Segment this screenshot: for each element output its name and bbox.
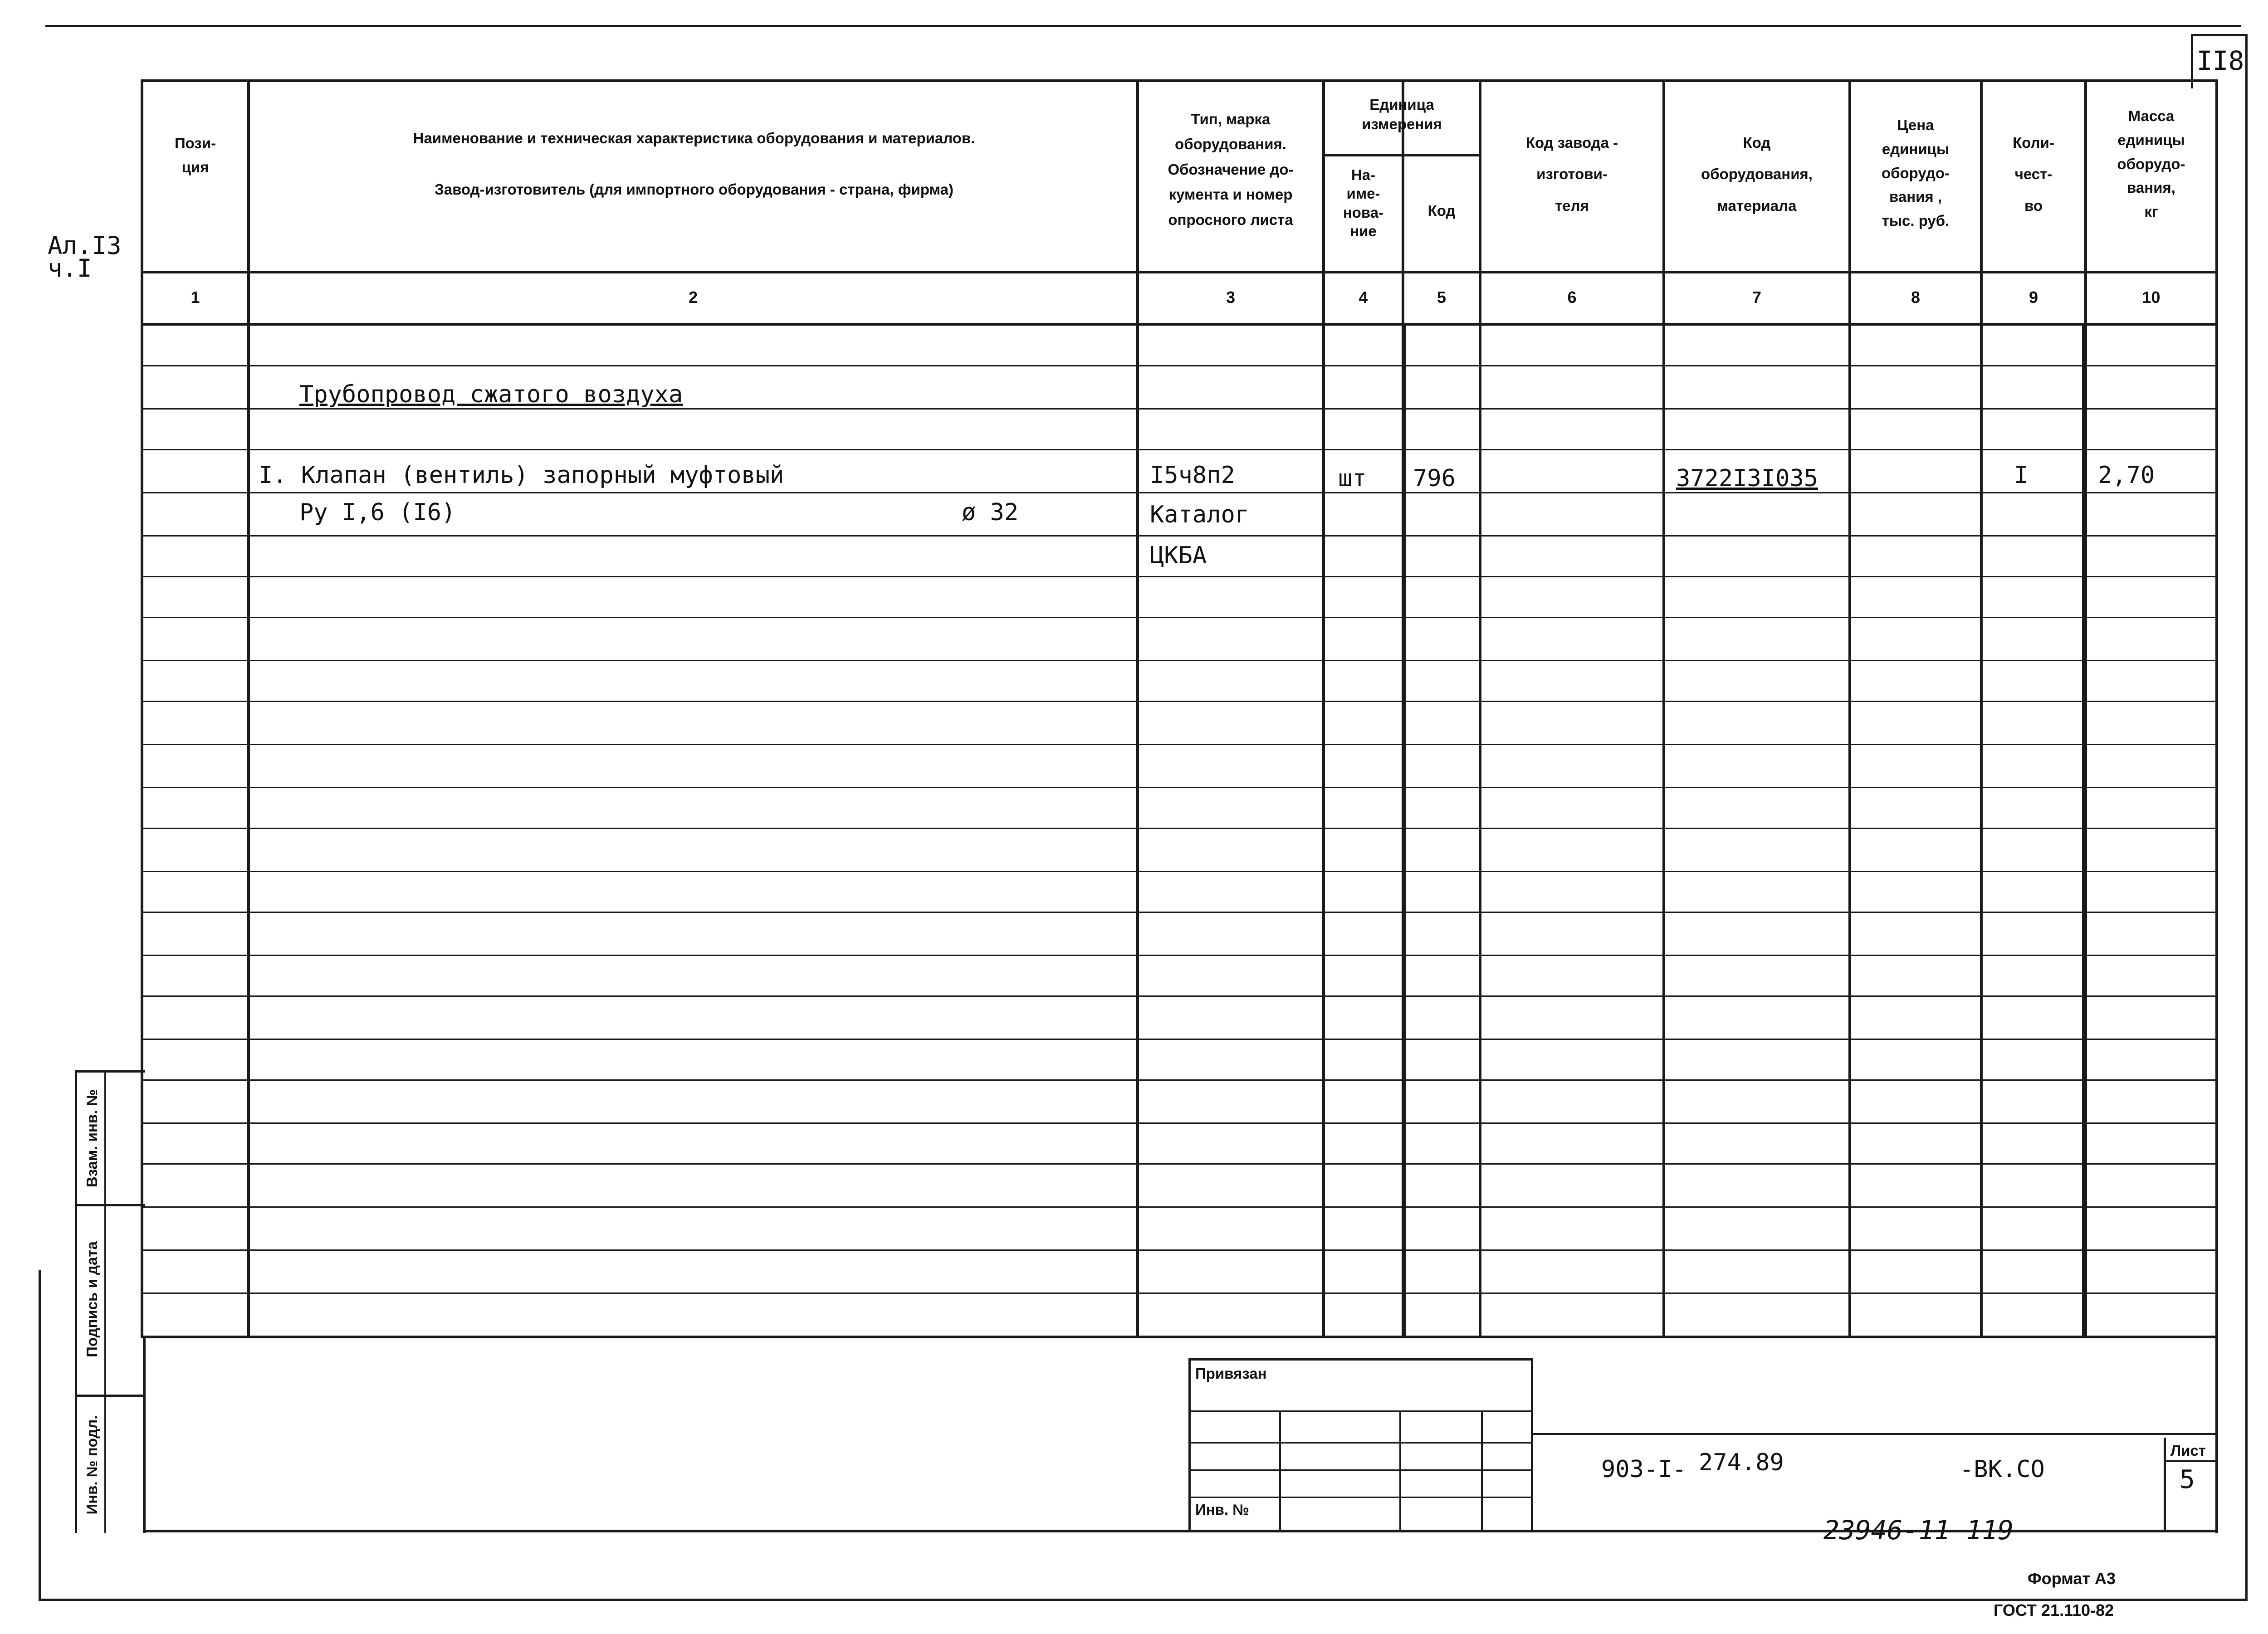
colnum-6: 6 — [1567, 288, 1577, 307]
colnum-1: 1 — [191, 288, 200, 307]
header-factory-code: Код завода - изготови- теля — [1525, 134, 1618, 214]
table-bottom-border — [141, 1336, 2218, 1338]
side-stamp-vzam: Взам. инв. № — [83, 1089, 100, 1188]
colnum-9: 9 — [2028, 288, 2038, 307]
item-name-line2: Ру I,6 (I6) — [299, 499, 456, 526]
colnum-8: 8 — [1911, 288, 1921, 307]
item-type-line3: ЦКБА — [1150, 542, 1207, 569]
item-name-line1: I. Клапан (вентиль) запорный муфтовый — [259, 462, 784, 489]
colnum-5: 5 — [1437, 288, 1447, 307]
header-unit-name: На- име- нова- ние — [1343, 166, 1384, 239]
header-price: Цена единицы оборудо- вания , тыс. руб. — [1881, 117, 1950, 229]
left-label-line2: ч.I — [48, 254, 92, 283]
side-stamp-podpis: Подпись и дата — [83, 1241, 100, 1357]
handwritten-ref: 23946-11 119 — [1823, 1515, 2014, 1546]
table-top-border — [141, 79, 2218, 82]
side-stamp-inv-podl: Инв. № подл. — [83, 1415, 100, 1515]
item-type-line1: I5ч8п2 — [1150, 462, 1235, 489]
header-quantity: Коли- чест- во — [2013, 134, 2054, 214]
sheet-number-top: II8 — [2196, 45, 2244, 76]
left-label-line1: Ал.I3 — [48, 231, 122, 260]
gost-label: ГОСТ 21.110-82 — [1994, 1601, 2114, 1619]
header-mass: Масса единицы оборудо- вания, кг — [2117, 107, 2185, 220]
header-name-line1: Наименование и техническая характеристика оборудования и материалов. — [413, 130, 975, 146]
header-name-line2: Завод-изготовитель (для импортного оборудования - страна, фирма) — [435, 181, 953, 198]
stamp-doc-code-part3: -ВК.СО — [1960, 1456, 2045, 1483]
frame-left-line — [39, 1270, 41, 1601]
header-unit-code: Код — [1427, 202, 1456, 219]
stamp-doc-code-part2: 274.89 — [1699, 1449, 1784, 1476]
item-mass: 2,70 — [2098, 462, 2155, 489]
stamp-list-label: Лист — [2170, 1442, 2206, 1459]
item-type-line2: Каталог — [1150, 501, 1250, 528]
stamp-inv-no: Инв. № — [1195, 1501, 1250, 1518]
frame-bottom-line — [39, 1599, 2248, 1601]
item-quantity: I — [2014, 462, 2028, 489]
frame-right-line — [2245, 36, 2248, 1601]
item-unit-code: 796 — [1413, 465, 1456, 492]
item-diameter: ø 32 — [962, 499, 1019, 526]
header-bottom-border — [141, 271, 2218, 273]
colnum-4: 4 — [1359, 288, 1368, 307]
colnum-3: 3 — [1226, 288, 1236, 307]
item-unit-name: шт — [1338, 465, 1367, 492]
stamp-doc-code-part1: 903-I- — [1601, 1456, 1686, 1483]
colnum-2: 2 — [688, 288, 698, 307]
format-label: Формат А3 — [2028, 1569, 2116, 1588]
colnum-bottom-border — [141, 323, 2218, 326]
stamp-list-number: 5 — [2180, 1465, 2195, 1494]
top-line — [45, 25, 2241, 27]
colnum-7: 7 — [1752, 288, 1762, 307]
item-equipment-code: 3722I3I035 — [1676, 465, 1818, 492]
section-title: Трубопровод сжатого воздуха — [299, 381, 683, 408]
header-position: Пози- ция — [174, 135, 216, 176]
header-equipment-code: Код оборудования, материала — [1701, 134, 1813, 214]
stamp-privyazan: Привязан — [1195, 1365, 1267, 1382]
header-type: Тип, марка оборудования. Обозначение до- кумента и номер опросного листа — [1168, 111, 1294, 228]
header-unit-group: Единица измерения — [1362, 96, 1442, 132]
colnum-10: 10 — [2142, 288, 2160, 307]
